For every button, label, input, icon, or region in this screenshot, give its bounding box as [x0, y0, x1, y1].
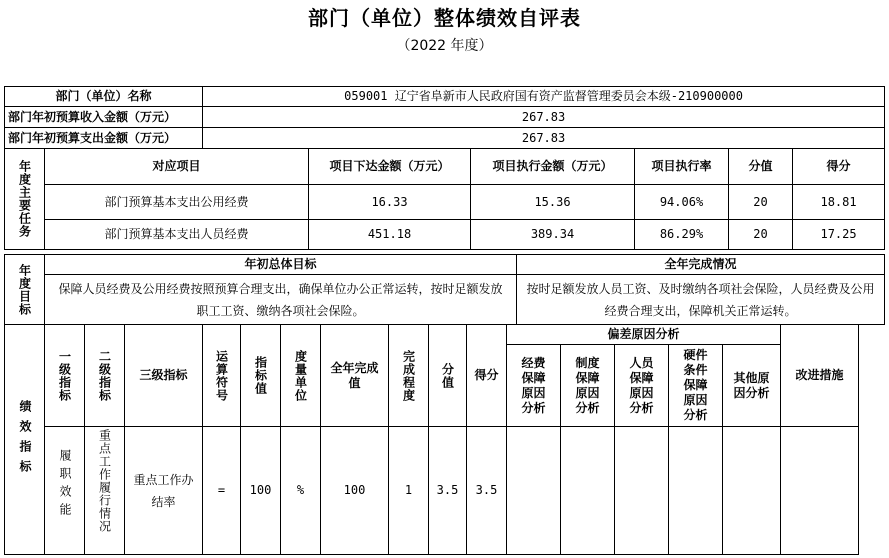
- col-header-score: 得分: [793, 149, 885, 185]
- row-target: 100: [241, 427, 281, 555]
- task-score-value: 20: [729, 185, 793, 220]
- task-score-value: 20: [729, 220, 793, 250]
- header-score: 得分: [467, 325, 507, 427]
- income-value: 267.83: [203, 107, 885, 128]
- task-allocated: 451.18: [309, 220, 471, 250]
- indicators-table: [4, 324, 889, 555]
- initial-goal-text: 保障人员经费及公用经费按照预算合理支出，确保单位办公正常运转，按时足额发放职工工资、缴纳各项社会保险。: [45, 275, 517, 325]
- header-target: 指标值: [241, 325, 281, 427]
- expense-value: 267.83: [203, 128, 885, 149]
- header-dev-other: 其他原因分析: [723, 345, 781, 427]
- col-header-allocated: 项目下达金额（万元）: [309, 149, 471, 185]
- row-unit: %: [281, 427, 321, 555]
- header-level2: 二级指标: [85, 325, 125, 427]
- header-dev-system: 制度保障原因分析: [561, 345, 615, 427]
- task-rate: 94.06%: [635, 185, 729, 220]
- header-operator: 运算符号: [203, 325, 241, 427]
- task-score: 17.25: [793, 220, 885, 250]
- header-dev-hardware: 硬件条件保障原因分析: [669, 345, 723, 427]
- header-actual: 全年完成值: [321, 325, 389, 427]
- header-level3: 三级指标: [125, 325, 203, 427]
- table-row: [5, 185, 885, 220]
- row-level1: 履职效能: [45, 427, 85, 555]
- row-completion: 1: [389, 427, 429, 555]
- row-score-value: 3.5: [429, 427, 467, 555]
- row-operator: =: [203, 427, 241, 555]
- col-header-executed: 项目执行金额（万元）: [471, 149, 635, 185]
- header-dev-funding: 经费保障原因分析: [507, 345, 561, 427]
- task-rate: 86.29%: [635, 220, 729, 250]
- row-actual: 100: [321, 427, 389, 555]
- col-header-rate: 项目执行率: [635, 149, 729, 185]
- goals-table: [4, 254, 885, 325]
- initial-goal-header: 年初总体目标: [45, 255, 517, 275]
- completion-text: 按时足额发放人员工资、及时缴纳各项社会保险，人员经费及公用经费合理支出，保障机关正常运转。: [517, 275, 885, 325]
- task-item: 部门预算基本支出人员经费: [45, 220, 309, 250]
- tasks-section-label: 年度主要任务: [5, 149, 45, 250]
- row-level3: 重点工作办结率: [125, 427, 203, 555]
- col-header-score-value: 分值: [729, 149, 793, 185]
- task-score: 18.81: [793, 185, 885, 220]
- income-label: 部门年初预算收入金额（万元）: [5, 107, 203, 128]
- task-item: 部门预算基本支出公用经费: [45, 185, 309, 220]
- goals-section-label: 年度目标: [5, 255, 45, 325]
- page-title: 部门（单位）整体绩效自评表: [308, 6, 581, 30]
- header-unit: 度量单位: [281, 325, 321, 427]
- row-score: 3.5: [467, 427, 507, 555]
- task-allocated: 16.33: [309, 185, 471, 220]
- table-row: [5, 427, 889, 555]
- header-level1: 一级指标: [45, 325, 85, 427]
- header-completion: 完成程度: [389, 325, 429, 427]
- header-score-value: 分值: [429, 325, 467, 427]
- task-executed: 389.34: [471, 220, 635, 250]
- row-dev-funding: [507, 427, 561, 555]
- dept-value: 059001 辽宁省阜新市人民政府国有资产监督管理委员会本级-210900000: [203, 87, 885, 107]
- row-dev-other: [723, 427, 781, 555]
- page-year: （2022 年度）: [396, 38, 493, 54]
- table-row: [5, 220, 885, 250]
- header-measures: 改进措施: [781, 325, 859, 427]
- summary-table: [4, 86, 885, 250]
- col-header-item: 对应项目: [45, 149, 309, 185]
- expense-label: 部门年初预算支出金额（万元）: [5, 128, 203, 149]
- row-dev-system: [561, 427, 615, 555]
- row-dev-hardware: [669, 427, 723, 555]
- row-dev-personnel: [615, 427, 669, 555]
- header-deviation: 偏差原因分析: [507, 325, 781, 345]
- row-level2: 重点工作履行情况: [85, 427, 125, 555]
- task-executed: 15.36: [471, 185, 635, 220]
- completion-header: 全年完成情况: [517, 255, 885, 275]
- row-measures: [781, 427, 859, 555]
- dept-label: 部门（单位）名称: [5, 87, 203, 107]
- indicators-section-label: 绩效指标: [5, 325, 45, 555]
- table-edge: [859, 325, 889, 555]
- header-dev-personnel: 人员保障原因分析: [615, 345, 669, 427]
